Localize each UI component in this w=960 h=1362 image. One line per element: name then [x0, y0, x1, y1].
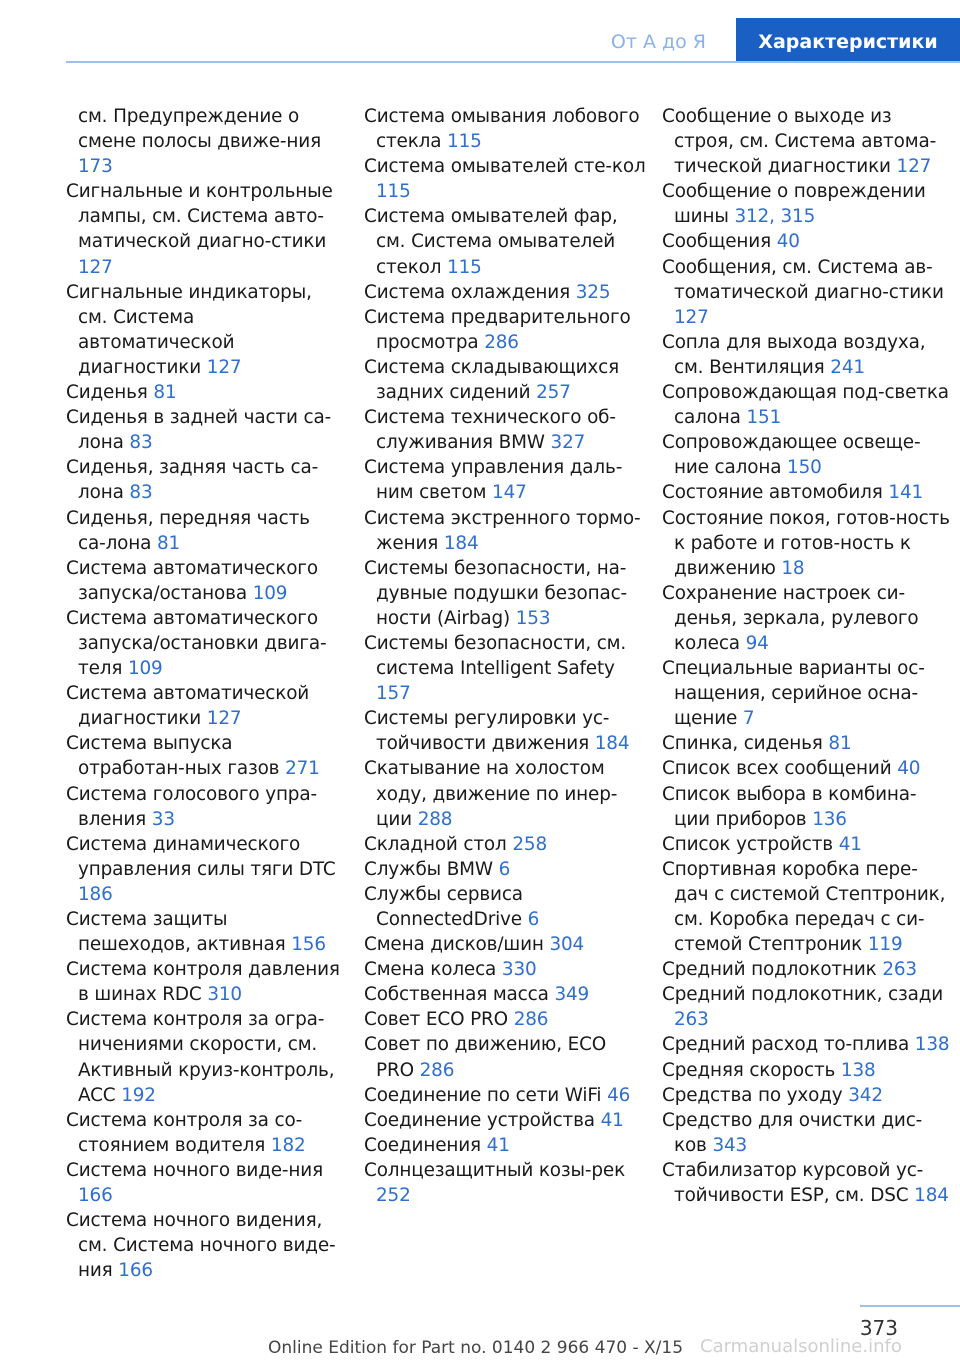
index-entry — [364, 280, 648, 305]
index-entry — [66, 455, 342, 505]
index-entry — [662, 255, 952, 330]
page-reference-link[interactable]: 151 — [746, 407, 782, 429]
index-entry — [364, 756, 648, 831]
index-term: Специальные варианты ос-нащения, серийное осна-щение — [662, 658, 925, 730]
index-term: Сопровождающая под-светка салона — [662, 382, 949, 429]
page-reference-link[interactable]: 127 — [206, 708, 242, 730]
page-reference-link[interactable]: 6 — [527, 909, 540, 930]
header-divider — [66, 61, 960, 63]
index-term: Сиденья, задняя часть са-лона — [66, 457, 319, 504]
index-entry — [66, 280, 342, 380]
index-entry — [66, 782, 342, 832]
index-term: Система контроля за со-стоянием водителя — [66, 1109, 303, 1156]
index-term: Система контроля давления в шинах RDC — [66, 959, 340, 1006]
index-term: Сообщение о выходе из строя, см. Система автома-тической диагностики — [662, 106, 937, 178]
index-entry — [364, 204, 648, 279]
page-reference-link[interactable]: 166 — [118, 1260, 153, 1282]
page-reference-link[interactable]: 156 — [291, 934, 326, 956]
page-reference-link[interactable]: 173 — [78, 156, 113, 178]
page-reference-link[interactable]: 150 — [787, 457, 822, 479]
index-entry — [364, 1108, 648, 1133]
page-reference-link[interactable]: 349 — [554, 984, 590, 1006]
index-entry — [364, 154, 648, 204]
index-term: Список всех сообщений — [662, 758, 892, 780]
index-entry — [66, 104, 342, 179]
index-term: Соединения — [364, 1134, 481, 1156]
index-entry — [662, 832, 952, 857]
page-reference-link[interactable]: 127 — [206, 356, 242, 378]
page-reference-link[interactable]: 312, 315 — [734, 206, 816, 228]
page-reference-link[interactable]: 115 — [447, 131, 482, 153]
index-entry — [364, 1133, 648, 1158]
index-term: Система ночного виде-ния — [66, 1159, 323, 1181]
index-entry — [364, 1032, 648, 1082]
index-entry — [662, 756, 952, 781]
index-term: Система охлаждения — [364, 281, 571, 303]
index-entry — [66, 1158, 342, 1208]
page-reference-link[interactable]: 83 — [129, 432, 153, 454]
index-term: Сохранение настроек си-денья, зеркала, рулевого колеса — [662, 582, 919, 654]
index-term: Собственная масса — [364, 984, 549, 1006]
index-term: Список выбора в комбина-ции приборов — [662, 783, 917, 830]
page-reference-link[interactable]: 138 — [914, 1034, 950, 1056]
index-entry — [662, 957, 952, 982]
index-term: Стабилизатор курсовой ус-тойчивости ESP, см. DSC — [662, 1159, 924, 1207]
index-term: Система ночного видения, см. Система ночного виде-ния — [66, 1210, 336, 1282]
page-reference-link[interactable]: 286 — [419, 1059, 455, 1081]
page-reference-link[interactable]: 109 — [127, 658, 163, 680]
index-term: Система выпуска отработан-ных газов — [66, 733, 280, 780]
index-entry — [66, 832, 342, 907]
page-reference-link[interactable]: 153 — [515, 607, 551, 629]
page-reference-link[interactable]: 7 — [742, 708, 755, 730]
footer-divider — [860, 1305, 960, 1307]
page-reference-link[interactable]: 263 — [882, 959, 917, 981]
page-reference-link[interactable]: 182 — [270, 1134, 306, 1156]
index-entry — [364, 305, 648, 355]
index-entry — [662, 731, 952, 756]
index-entry — [66, 1007, 342, 1107]
index-term: Скатывание на холостом ходу, движение по инер-ции — [364, 758, 618, 830]
index-entry — [66, 606, 342, 681]
index-entry — [66, 731, 342, 781]
index-term: Средний расход то-плива — [662, 1034, 910, 1056]
index-term: Система технического об-служивания BMW — [364, 407, 616, 454]
page-reference-link[interactable]: 325 — [575, 281, 611, 303]
page-reference-link[interactable]: 257 — [536, 382, 571, 404]
page-reference-link[interactable]: 141 — [888, 482, 924, 504]
index-term: Средства по уходу — [662, 1084, 843, 1106]
edition-text: Online Edition for Part no. 0140 2 966 470 - X/15 — [268, 1338, 684, 1358]
page-reference-link[interactable]: 46 — [607, 1084, 631, 1106]
index-term: Система защиты пешеходов, активная — [66, 909, 286, 956]
index-entry — [662, 1158, 952, 1208]
index-term: Система автоматического запуска/остановки двига-теля — [66, 607, 327, 680]
index-term: Сопла для выхода воздуха, см. Вентиляция — [662, 331, 926, 378]
index-entry — [662, 857, 952, 957]
page-reference-link[interactable]: 138 — [840, 1059, 876, 1081]
index-entry — [662, 1058, 952, 1083]
index-term: Средство для очистки дис-ков — [662, 1109, 923, 1156]
page-reference-link[interactable]: 252 — [376, 1185, 411, 1207]
page-reference-link[interactable]: 81 — [156, 532, 181, 554]
chapter-tab: Характеристики — [736, 18, 960, 62]
page-reference-link[interactable]: 6 — [498, 858, 511, 880]
index-entry — [662, 581, 952, 656]
index-entry — [66, 1108, 342, 1158]
index-entry — [662, 1083, 952, 1108]
index-term: Системы безопасности, на-дувные подушки безопас-ности (Airbag) — [364, 557, 628, 629]
index-term: Система голосового упра-вления — [66, 783, 317, 830]
index-entry — [364, 1083, 648, 1108]
index-entry — [364, 355, 648, 405]
page-reference-link[interactable]: 127 — [896, 156, 932, 178]
index-entry — [66, 957, 342, 1007]
page-reference-link[interactable]: 119 — [867, 934, 903, 956]
watermark: Carmanualsonline.info — [700, 1336, 902, 1357]
index-term: Система динамического управления силы тяги DTC — [66, 833, 336, 880]
index-entry — [662, 982, 952, 1032]
page-reference-link[interactable]: 41 — [600, 1109, 624, 1131]
page-reference-link[interactable]: 310 — [207, 984, 242, 1006]
index-entry — [364, 556, 648, 631]
index-term: Сигнальные и контрольные лампы, см. Система авто-матической диагно-стики — [66, 181, 333, 253]
page-reference-link[interactable]: 40 — [897, 758, 921, 780]
index-term: Система контроля за огра-ничениями скорости, см. Активный круиз-контроль, ACC — [66, 1009, 335, 1106]
index-term: Сообщения — [662, 231, 772, 253]
index-entry — [66, 380, 342, 405]
page-reference-link[interactable]: 40 — [776, 231, 800, 253]
index-term: Система автоматической диагностики — [66, 683, 310, 730]
index-entry — [662, 656, 952, 731]
page-reference-link[interactable]: 258 — [512, 833, 548, 855]
index-term: Сиденья в задней части са-лона — [66, 407, 332, 454]
index-entry — [364, 1158, 648, 1208]
page-number: 373 — [859, 1316, 898, 1340]
page-reference-link[interactable]: 288 — [417, 808, 453, 830]
index-term: Солнцезащитный козы-рек — [364, 1159, 626, 1181]
index-term: Сообщение о повреждении шины — [662, 181, 926, 228]
index-term: Состояние автомобиля — [662, 482, 883, 504]
index-term: Службы BMW — [364, 858, 493, 880]
index-term: Складной стол — [364, 833, 507, 855]
index-entry — [662, 380, 952, 430]
index-term: Система автоматического запуска/останова — [66, 557, 318, 604]
index-term: Система складывающихся задних сидений — [364, 356, 620, 404]
page-reference-link[interactable]: 81 — [153, 382, 177, 404]
index-entry — [66, 506, 342, 556]
page-reference-link[interactable]: 330 — [501, 959, 537, 981]
index-entry — [662, 229, 952, 254]
page-reference-link[interactable]: 136 — [812, 808, 847, 830]
index-term: Системы безопасности, см. система Intelligent Safety — [364, 632, 627, 680]
page-reference-link[interactable]: 304 — [549, 934, 585, 956]
index-entry — [66, 907, 342, 957]
page-reference-link[interactable]: 18 — [781, 557, 805, 579]
index-term: Смена дисков/шин — [364, 934, 544, 956]
index-entry — [66, 556, 342, 606]
index-term: Соединение устройства — [364, 1109, 595, 1131]
index-column-2 — [364, 104, 648, 1208]
index-term: Сигнальные индикаторы, см. Система автоматической диагностики — [66, 281, 312, 378]
index-term: см. Предупреждение о смене полосы движе-ния — [78, 106, 322, 153]
index-term: Спортивная коробка пере-дач с системой Стептроник, см. Коробка передач с си-стемой Стептроник — [662, 858, 946, 956]
index-entry — [662, 330, 952, 380]
index-entry — [662, 1108, 952, 1158]
index-term: Системы регулировки ус-тойчивости движения — [364, 708, 610, 755]
page-reference-link[interactable]: 184 — [914, 1185, 949, 1207]
page-reference-link[interactable]: 83 — [129, 482, 153, 504]
index-term: Средний подлокотник — [662, 959, 877, 981]
index-term: Средний подлокотник, сзади — [662, 984, 944, 1006]
index-entry — [66, 405, 342, 455]
page-reference-link[interactable]: 94 — [745, 632, 769, 654]
index-term: Средняя скорость — [662, 1059, 836, 1081]
index-entry — [364, 405, 648, 455]
page-reference-link[interactable]: 184 — [443, 532, 479, 554]
index-term: Система омывателей фар, см. Система омывателей стекол — [364, 206, 618, 278]
page-reference-link[interactable]: 147 — [492, 482, 527, 504]
index-entry — [662, 179, 952, 229]
index-term: Система экстренного тормо-жения — [364, 507, 641, 554]
index-term: Службы сервиса ConnectedDrive — [364, 883, 523, 930]
page-reference-link[interactable]: 157 — [376, 683, 411, 705]
page-reference-link[interactable]: 41 — [838, 833, 862, 855]
index-entry — [364, 832, 648, 857]
index-term: Система омывания лобового стекла — [364, 106, 640, 153]
index-column-1 — [66, 104, 342, 1283]
index-column-3 — [662, 104, 952, 1208]
page-reference-link[interactable]: 166 — [78, 1185, 113, 1207]
index-term: Система управления даль-ним светом — [364, 457, 623, 504]
page-reference-link[interactable]: 184 — [594, 733, 630, 755]
index-term: Система предварительного просмотра — [364, 306, 631, 353]
page-reference-link[interactable]: 327 — [550, 432, 586, 454]
index-entry — [364, 882, 648, 932]
index-entry — [364, 1007, 648, 1032]
page-header — [0, 18, 960, 62]
index-term: Сообщения, см. Система ав-томатической диагно-стики — [662, 256, 944, 303]
page-reference-link[interactable]: 186 — [78, 883, 113, 905]
index-term: Сопровождающее освеще-ние салона — [662, 432, 921, 479]
page-reference-link[interactable]: 127 — [78, 256, 113, 278]
page-reference-link[interactable]: 286 — [484, 331, 519, 353]
index-entry — [662, 480, 952, 505]
index-term: Смена колеса — [364, 959, 497, 981]
index-entry — [66, 179, 342, 279]
index-term: Список устройств — [662, 833, 833, 855]
index-term: Система омывателей сте-кол — [364, 156, 646, 178]
index-entry — [364, 857, 648, 882]
index-term: Сиденья, передняя часть са-лона — [66, 507, 310, 554]
index-term: Состояние покоя, готов-ность к работе и готов-ность к движению — [662, 507, 950, 579]
page-reference-link[interactable]: 81 — [828, 733, 852, 755]
page-reference-link[interactable]: 286 — [513, 1009, 549, 1031]
index-entry — [364, 706, 648, 756]
index-entry — [662, 782, 952, 832]
page-reference-link[interactable]: 33 — [151, 808, 175, 830]
page-reference-link[interactable]: 241 — [830, 356, 865, 378]
index-entry — [364, 104, 648, 154]
page-reference-link[interactable]: 342 — [848, 1084, 883, 1106]
page-reference-link[interactable]: 192 — [121, 1084, 156, 1106]
page-reference-link[interactable]: 115 — [376, 181, 411, 203]
index-entry — [364, 932, 648, 957]
index-term: Соединение по сети WiFi — [364, 1084, 602, 1106]
index-term: Совет по движению, ECO PRO — [364, 1034, 607, 1081]
index-entry — [66, 1208, 342, 1283]
index-entry — [364, 957, 648, 982]
index-entry — [364, 631, 648, 706]
index-entry — [662, 506, 952, 581]
page-reference-link[interactable]: 109 — [252, 582, 288, 604]
page-reference-link[interactable]: 127 — [674, 306, 709, 328]
index-term: Спинка, сиденья — [662, 733, 823, 755]
page-reference-link[interactable]: 41 — [486, 1134, 510, 1156]
index-term: Сиденья — [66, 382, 148, 404]
index-term: Совет ECO PRO — [364, 1009, 508, 1031]
index-entry — [662, 104, 952, 179]
page-reference-link[interactable]: 271 — [285, 758, 320, 780]
index-entry — [364, 506, 648, 556]
page-reference-link[interactable]: 263 — [674, 1009, 709, 1031]
index-entry — [662, 1032, 952, 1057]
index-entry — [662, 430, 952, 480]
page-reference-link[interactable]: 343 — [712, 1134, 748, 1156]
index-entry — [364, 982, 648, 1007]
section-label: От А до Я — [610, 31, 706, 53]
index-entry — [364, 455, 648, 505]
index-entry — [66, 681, 342, 731]
page-reference-link[interactable]: 115 — [447, 256, 482, 278]
